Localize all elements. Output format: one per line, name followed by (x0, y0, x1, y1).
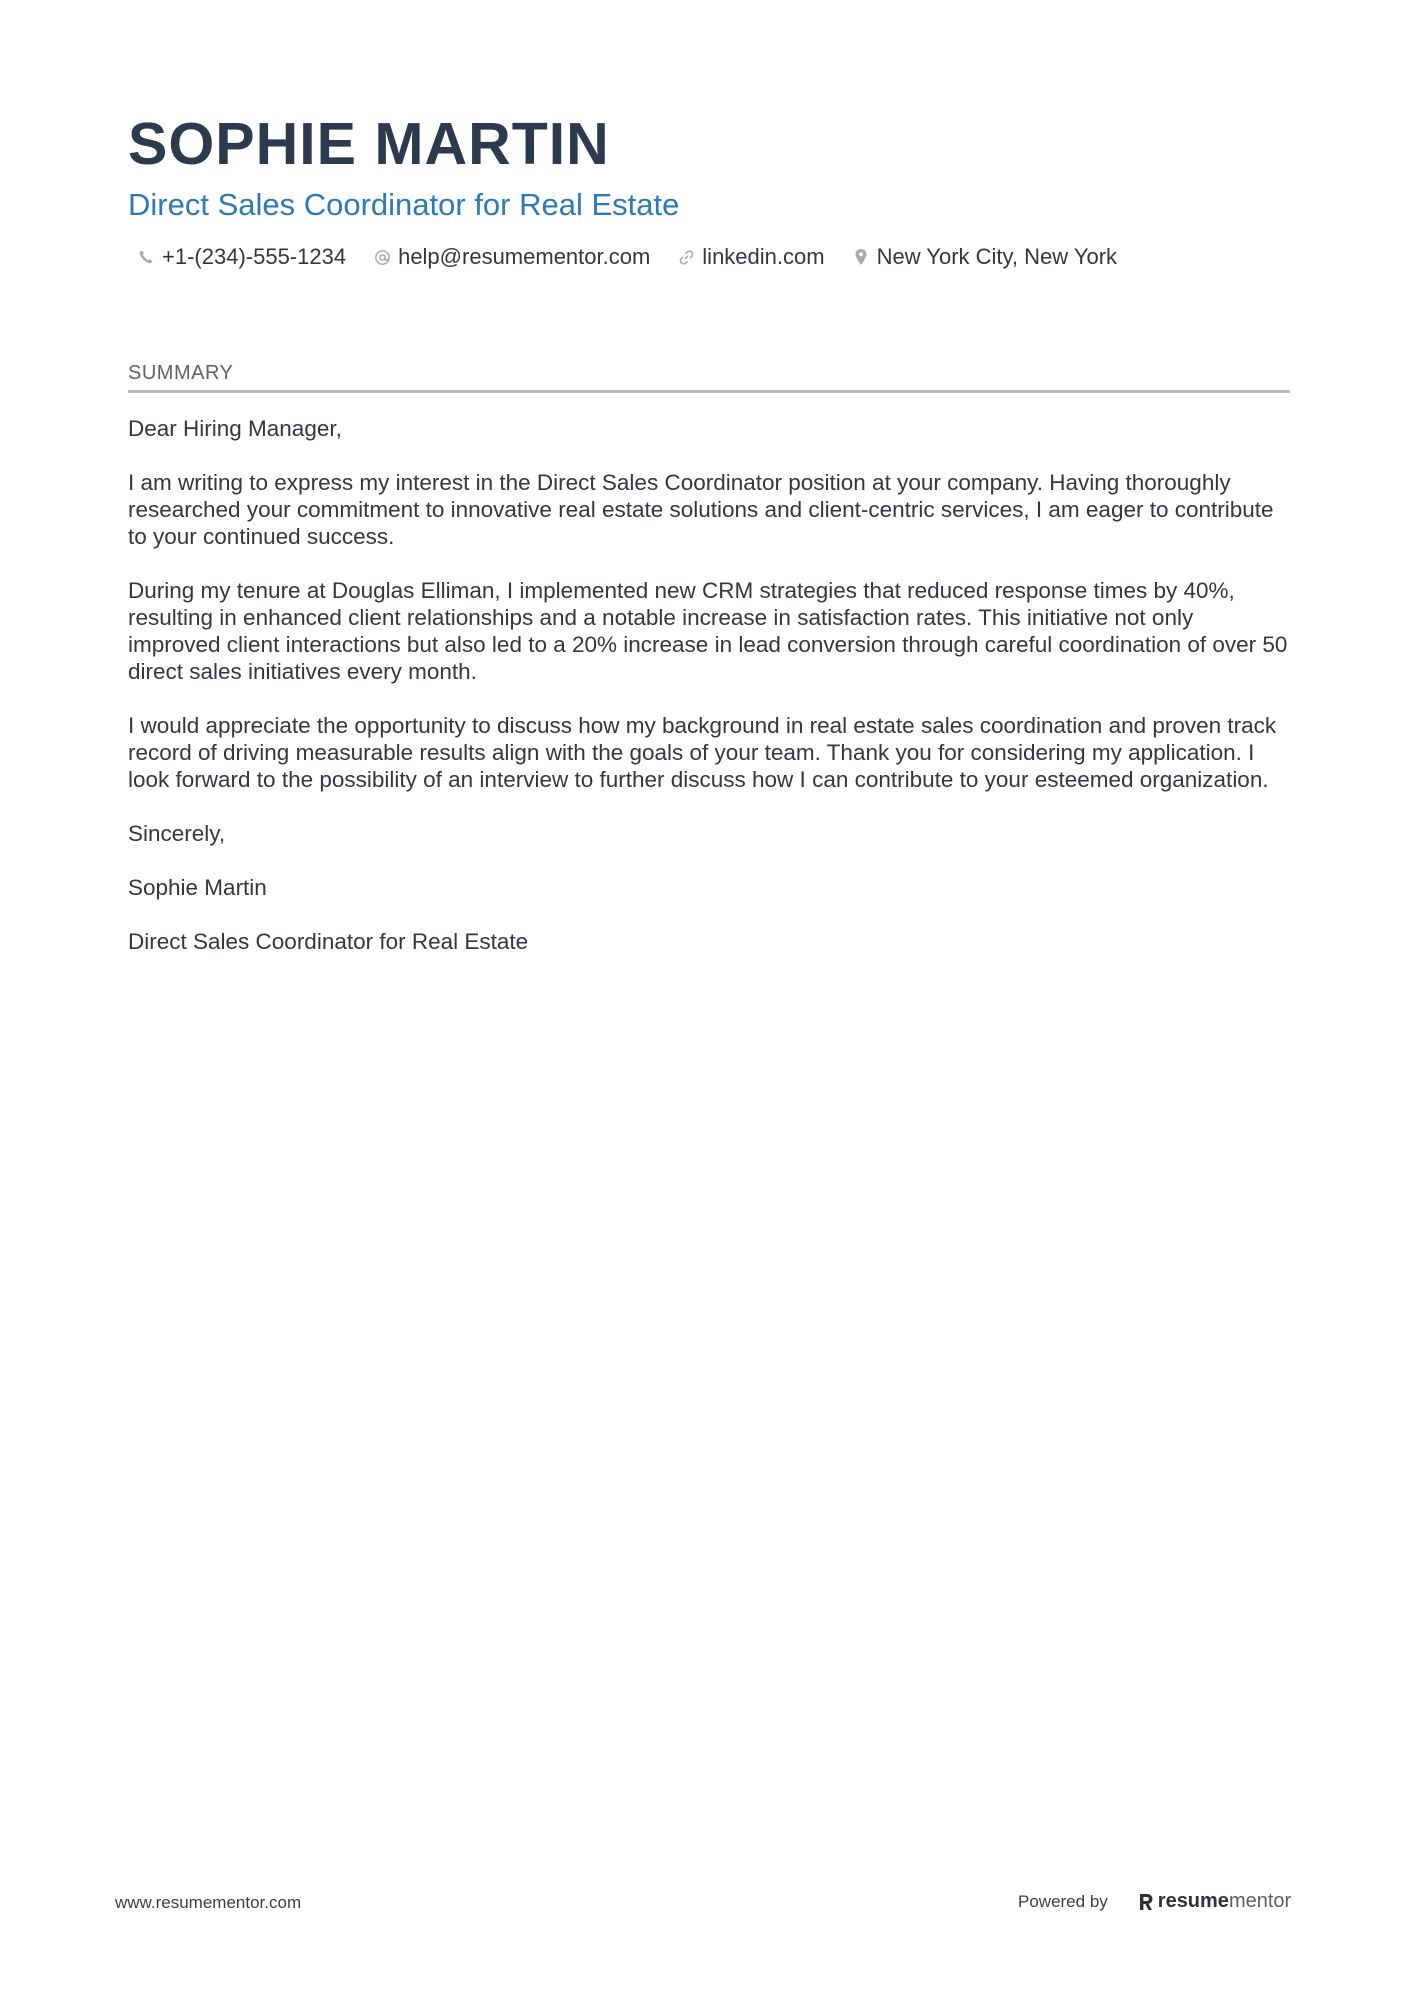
signature-title: Direct Sales Coordinator for Real Estate (128, 929, 529, 954)
contact-phone (136, 244, 346, 270)
contact-linkedin-text[interactable]: linkedin.com (702, 244, 825, 269)
candidate-name: SOPHIE MARTIN (128, 111, 610, 177)
powered-by-label: Powered by (1018, 1891, 1108, 1911)
footer-website-link[interactable]: www.resumementor.com (115, 1893, 302, 1912)
letter-paragraph: During my tenure at Douglas Elliman, I implemented new CRM strategies that reduced response times by 40%, resulting in enhanced client relationships and a notable increase in satisfaction rates. This initiative not only improved client interactions but also led to a 20% increase in lead conversion through careful coordination of over 50 direct sales initiatives every month. (128, 578, 1288, 684)
brand-logo[interactable] (1138, 1890, 1291, 1913)
link-icon (676, 247, 696, 267)
resumementor-logo-icon (1138, 1892, 1154, 1912)
at-icon (372, 247, 392, 267)
brand-text-mentor: mentor (1228, 1890, 1292, 1912)
letter-paragraph: I am writing to express my interest in the Direct Sales Coordinator position at your company. Having thoroughly researched your commitment to innovative real estate solutions and client-centric services, I am eager to contribute to your continued success. (128, 470, 1274, 549)
candidate-role: Direct Sales Coordinator for Real Estate (128, 187, 680, 222)
phone-icon (136, 247, 156, 267)
letter-body (128, 415, 1290, 982)
signature-name: Sophie Martin (128, 875, 267, 900)
contact-linkedin[interactable] (676, 244, 824, 270)
contact-email-text[interactable]: help@resumementor.com (398, 244, 651, 269)
letter-paragraph: I would appreciate the opportunity to discuss how my background in real estate sales coordination and proven track record of driving measurable results align with the goals of your team. Thank you for considering my application. I look forward to the possibility of an interview to further discuss how I can contribute to your esteemed organization. (128, 713, 1277, 792)
contact-email[interactable] (372, 244, 650, 270)
letter-closing: Sincerely, (128, 821, 226, 846)
brand-text-resume: resume (1157, 1890, 1229, 1912)
contact-location (851, 244, 1117, 270)
footer-powered-by (1018, 1890, 1291, 1913)
contact-bar (136, 244, 1143, 270)
section-title-summary: SUMMARY (128, 360, 1290, 393)
location-pin-icon (851, 247, 871, 267)
contact-phone-text: +1-(234)-555-1234 (162, 244, 347, 269)
letter-greeting: Dear Hiring Manager, (128, 416, 342, 441)
contact-location-text: New York City, New York (876, 244, 1118, 269)
